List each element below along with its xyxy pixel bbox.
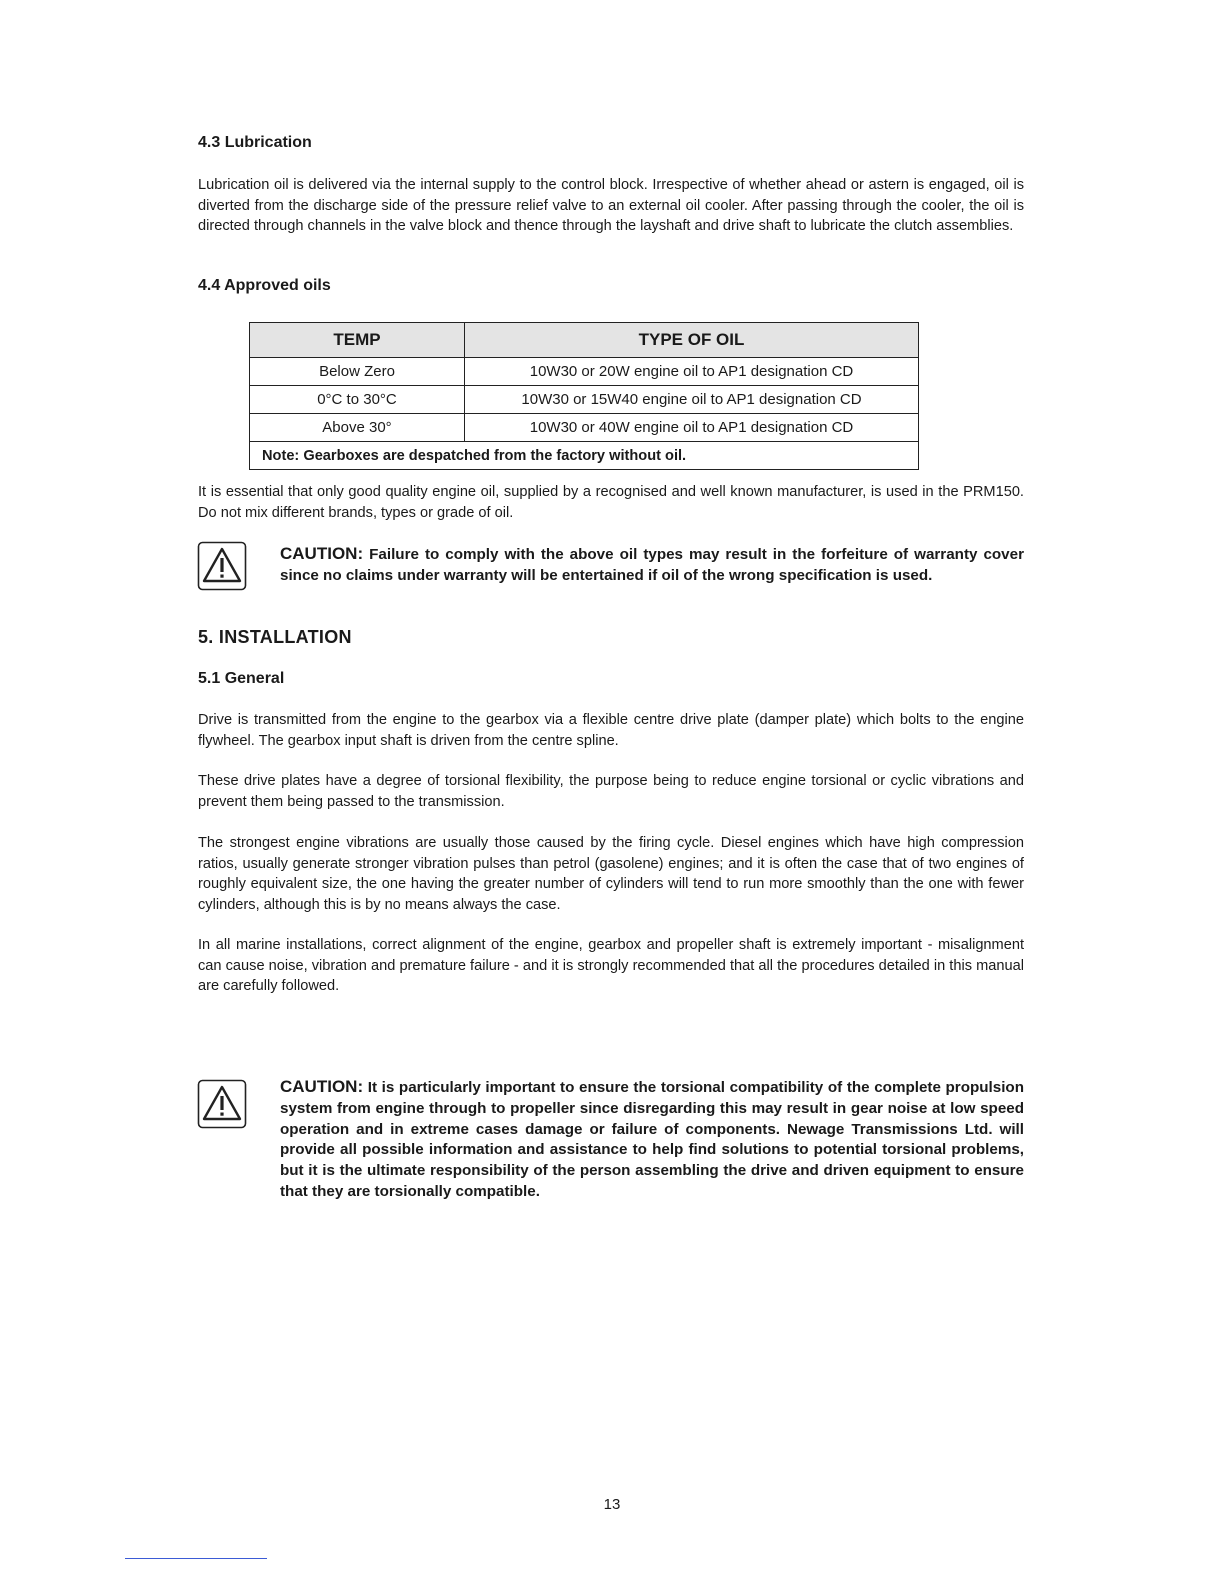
section-5-heading: 5. INSTALLATION — [198, 627, 352, 647]
oil-type-cell: 10W30 or 40W engine oil to AP1 designation CD — [465, 414, 919, 442]
table-row — [250, 386, 919, 414]
caution-message: It is particularly important to ensure the torsional compatibility of the complete propulsion system from engine through to propeller since disregarding this may result in gear noise at low speed operation and in extreme cases damage or failure of components. Newage Transmissions Ltd. will provide all possible information and assistance to help find solutions to potential torsional problems, but it is the ultimate responsibility of the person assembling the drive and driven equipment to ensure that they are torsionally compatible. — [280, 1079, 1024, 1200]
temp-cell: 0°C to 30°C — [250, 386, 465, 414]
caution-oil-types — [280, 544, 1024, 587]
warning-triangle-icon — [197, 1079, 247, 1129]
temp-column-header: TEMP — [250, 323, 465, 358]
page-number: 13 — [603, 1496, 621, 1513]
table-row — [250, 414, 919, 442]
table-note: Note: Gearboxes are despatched from the factory without oil. — [250, 442, 919, 470]
oil-type-cell: 10W30 or 20W engine oil to AP1 designation CD — [465, 358, 919, 386]
caution-label: CAUTION: — [280, 544, 364, 563]
section-4-4-heading: 4.4 Approved oils — [198, 277, 331, 294]
installation-paragraph-4: In all marine installations, correct alignment of the engine, gearbox and propeller shaft is extremely important - misalignment can cause noise, vibration and premature failure - and it is strongly recommended that all the procedures detailed in this manual are carefully followed. — [198, 937, 1024, 994]
section-5-1-heading: 5.1 General — [198, 670, 285, 687]
section-4-3-heading: 4.3 Lubrication — [198, 134, 312, 151]
approved-oils-table — [249, 322, 919, 470]
oil-type-column-header: TYPE OF OIL — [465, 323, 919, 358]
table-header-row — [250, 323, 919, 358]
installation-paragraph-2: These drive plates have a degree of torsional flexibility, the purpose being to reduce engine torsional or cyclic vibrations and prevent them being passed to the transmission. — [198, 773, 1024, 810]
installation-paragraph-3: The strongest engine vibrations are usually those caused by the firing cycle. Diesel engines which have high compression ratios, usually generate stronger vibration pulses than petrol (gasolene) engines; and it is often the case that of two engines of roughly equivalent size, the one having the greater number of cylinders will tend to run more smoothly than the one with fewer cylinders, although this is by no means always the case. — [198, 835, 1024, 913]
oil-type-cell: 10W30 or 15W40 engine oil to AP1 designation CD — [465, 386, 919, 414]
table-note-row — [250, 442, 919, 470]
temp-cell: Below Zero — [250, 358, 465, 386]
footer-rule — [125, 1558, 267, 1559]
caution-torsional-compatibility — [280, 1077, 1024, 1203]
oil-quality-paragraph: It is essential that only good quality engine oil, supplied by a recognised and well known manufacturer, is used in the PRM150. Do not mix different brands, types or grade of oil. — [198, 484, 1024, 521]
temp-cell: Above 30° — [250, 414, 465, 442]
lubrication-paragraph: Lubrication oil is delivered via the internal supply to the control block. Irrespective of whether ahead or astern is engaged, oil is diverted from the discharge side of the pressure relief valve to an external oil cooler. After passing through the cooler, the oil is directed through channels in the valve block and thence through the layshaft and drive shaft to lubricate the clutch assemblies. — [198, 177, 1024, 234]
warning-triangle-icon — [197, 541, 247, 591]
installation-paragraph-1: Drive is transmitted from the engine to the gearbox via a flexible centre drive plate (damper plate) which bolts to the engine flywheel. The gearbox input shaft is driven from the centre spline. — [198, 712, 1024, 749]
caution-message: Failure to comply with the above oil types may result in the forfeiture of warranty cover since no claims under warranty will be entertained if oil of the wrong specification is used. — [280, 546, 1024, 584]
caution-label: CAUTION: — [280, 1077, 364, 1096]
table-row — [250, 358, 919, 386]
